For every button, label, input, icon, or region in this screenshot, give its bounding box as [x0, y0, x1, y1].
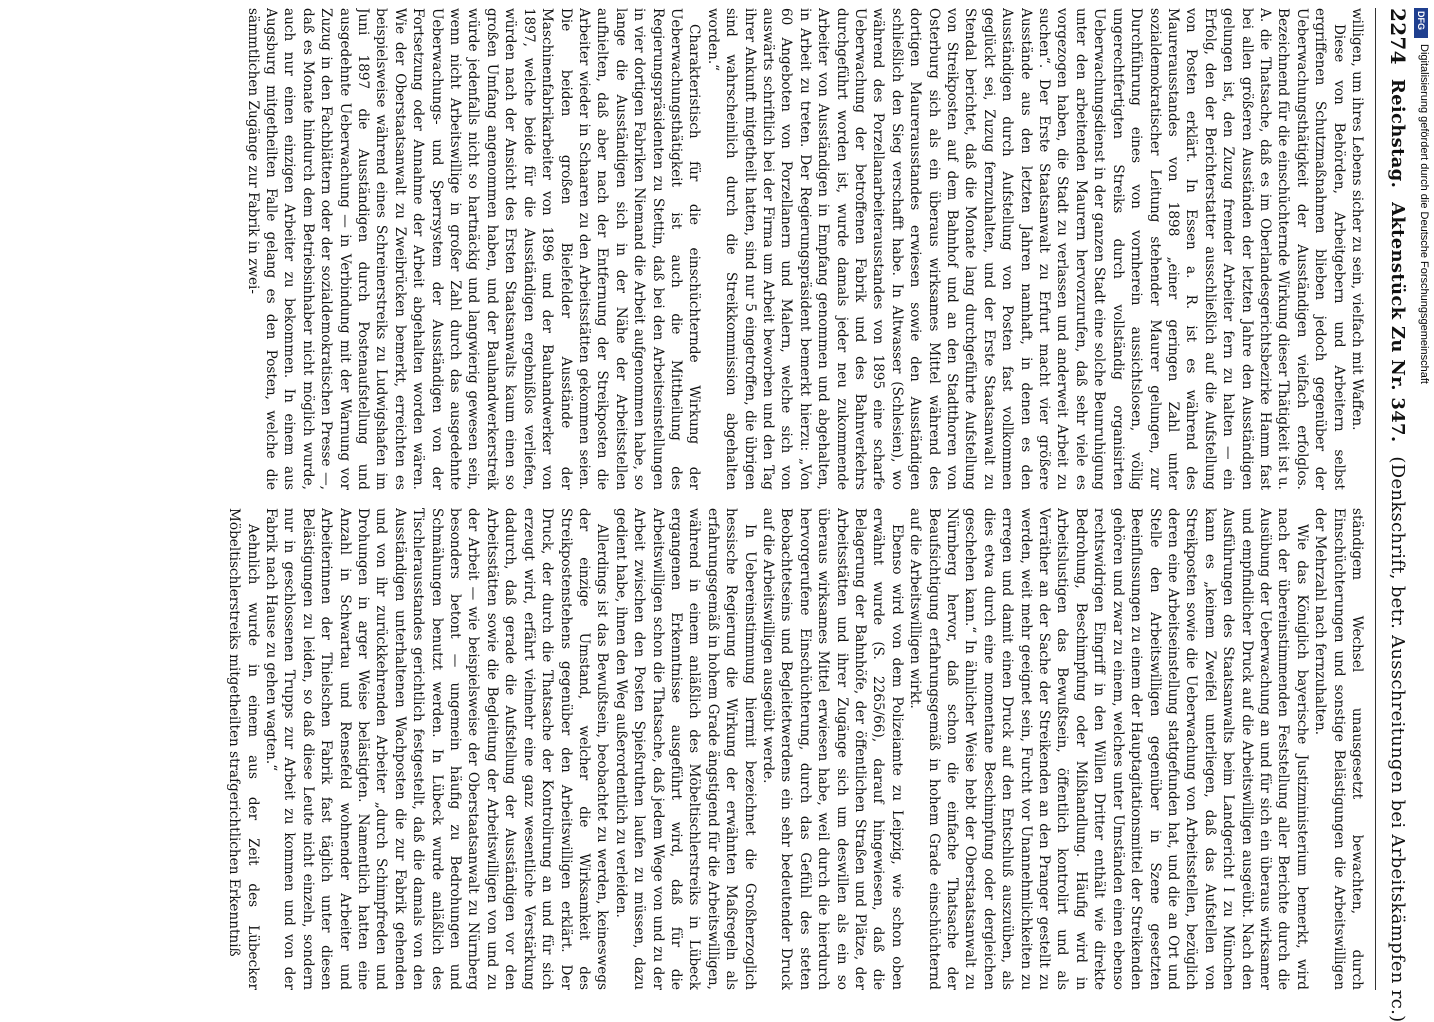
paragraph: Aehnlich wurde in einem aus der Zeit des Lübecker Möbeltischlerstreiks mitgetheilten strafgerichtlichen Erkenntniß [226, 508, 261, 990]
header-rule [1375, 8, 1376, 990]
paragraph: Diese von Behörden, Arbeitgebern und Arbeitern selbst ergriffenen Schutzmaßnahmen blieben jedoch gegenüber der Ueberwachungsthätigkeit der Ausständigen vielfach erfolglos. Bezeichnend für die einschüchternde Wirkung dieser Thätigkeit ist u. A. die Thatsache, daß es im Oberlandesgerichtsbezirke Hamm fast bei allen größeren Ausständen der letzten Jahre den Ausständigen gelungen ist, den Zuzug fremder Arbeiter fern zu halten — ein Erfolg, den der Berichterstatter ausschließlich auf die Aufstellung von Posten erklärt. In Essen a. R. ist es während des Maurerausstandes von 1898 „einer geringen Zahl unter sozialdemokratischer Leitung stehender Maurer gelungen, zur Durchführung eines von vornherein aussichtslosen, völlig ungerechtfertigten Streiks durch vollständig organisirten Ueberwachungsdienst in der ganzen Stadt eine solche Beunruhigung unter den arbeitenden Maurern hervorzurufen, daß sehr viele es vorgezogen haben, die Stadt zu verlassen und anderweit Arbeit zu suchen“. Der Erste Staatsanwalt zu Erfurt macht vier größere Ausstände aus den letzten Jahren namhaft, in denen es den Ausständigen durch Aufstellung von Posten fast vollkommen geglückt sei, Zuzug fernzuhalten, und der Erste Staatsanwalt zu Stendal berichtet, daß die Monate lang durchgeführte Aufstellung von Streikposten auf dem Bahnhof und an den Stadtthoren von Osterburg sich als ein überaus wirksames Mittel während des dortigen Maurerausstandes erwiesen sowie den Ausständigen schließlich den Sieg verschafft habe. In Altwasser (Schlesien), wo während des Porzellanarbeiterausstandes von 1895 eine scharfe Ueberwachung der betroffenen Fabrik und des Bahnverkehrs durchgeführt worden ist, wurde damals jeder neu zukommende Arbeiter von Ausständigen in Empfang genommen und abgehalten, in Arbeit zu treten. Der Regierungspräsident bemerkt hierzu: „Von 60 Angeboten von Porzellanern und Malern, welche sich von auswärts schriftlich bei der Firma um Arbeit beworben und den Tag ihrer Ankunft mitgetheilt hatten, sind nur 5 eingetroffen, die übrigen sind wahrscheinlich durch die Streikkommission abgehalten worden.“ [704, 8, 1347, 490]
paragraph: Charakteristisch für die einschüchternde Wirkung der Ueberwachungsthätigkeit ist auch die Mittheilung des Regierungspräsidenten zu Stettin, daß bei den Arbeitseinstellungen in vier dortigen Fabriken Niemand die Arbeit aufgenommen habe, so lange die Ausständigen sich in der Nähe der Arbeitsstellen aufhielten, daß aber nach der Entfernung der Streikposten die Arbeiter wieder in Schaaren zu den Arbeitsstätten gekommen seien. Die beiden großen Bielefelder Ausstände der Maschinenfabrikarbeiter von 1896 und der Bauhandwerker von 1897, welche beide für die Ausständigen ergebnißlos verliefen, würden nach der Ansicht des Ersten Staatsanwalts kaum einen so großen Umfang angenommen haben, und der Bauhandwerkerstreik würde jedenfalls nicht so hartnäckig und langwierig gewesen sein, wenn nicht Arbeitswillige in großer Zahl durch das ausgedehnte Ueberwachungs- und Sperrsystem der Ausständigen von der Fortsetzung oder Annahme der Arbeit abgehalten worden wären. Wie der Oberstaatsanwalt zu Zweibrücken bemerkt, erreichten es beispielsweise während eines Schreinerstreiks zu Ludwigshafen im Juni 1897 die Ausständigen durch Postenaufstellung und ausgedehnte Ueberwachung — in Verbindung mit der Warnung vor Zuzug in den Fachblättern oder der sozialdemokratischen Presse —, daß es Monate hindurch dem Betriebsinhaber nicht möglich wurde, auch nur einen einzigen Arbeiter zu bekommen. In einem aus Augsburg mitgetheilten Falle gelang es den Posten, welche die sämmtlichen Zugänge zur Fabrik in zwei- [244, 8, 703, 490]
running-header [1378, 8, 1418, 1022]
left-column [60, 8, 1366, 490]
scanned-page [60, 8, 1418, 1022]
right-column [60, 508, 1366, 990]
paragraph: ständigem Wechsel unausgesetzt bewachten, durch Einschüchterungen und sonstige Belästigungen die Arbeitswilligen der Mehrzahl nach fernzuhalten. [1312, 508, 1365, 990]
paragraph: In Uebereinstimmung hiermit bezeichnet die Großherzoglich hessische Regierung die Wirkung der erwähnten Maßregeln als erfahrungsgemäß in hohem Grade ängstigend für die Arbeitswilligen, während in einem anläßlich des Möbeltischlerstreiks in Lübeck ergangenen Erkenntnisse ausgeführt wird, daß für die Arbeitswilligen schon die Thatsache, daß jedem Wege von und zu der Arbeit zwischen den Posten Spießruthen laufen zu müssen, dazu gedient habe, ihnen den Weg außerordentlich zu verleiden. [612, 508, 758, 990]
page-number: 2274 [1386, 8, 1410, 65]
paragraph: Allerdings ist das Bewußtsein, beobachtet zu werden, keineswegs der einzige Umstand, welcher die Wirksamkeit des Streikpostenstehens gegenüber den Arbeitswilligen erklärt. Der Druck, der durch die Thatsache der Kontrolirung an und für sich erzeugt wird, erfährt vielmehr eine ganz wesentliche Verstärkung dadurch, daß gerade die Aufstellung der Ausständigen vor den Arbeitsstätten sowie die Begleitung der Arbeitswilligen von und zu der Arbeit — wie beispielsweise der Oberstaatsanwalt zu Nürnberg besonders betont — ungemein häufig zu Bedrohungen und Schmähungen benutzt werden. In Lübeck wurde anläßlich des Tischlerausstandes gerichtlich festgestellt, daß die damals von den Ausständigen unterhaltenen Wachposten die zur Fabrik gehenden und von ihr zurückkehrenden Arbeiter „durch Schimpfreden und Drohungen in arger Weise belästigten. Namentlich hatten eine Anzahl in Schwartau und Rensefeld wohnender Arbeiter und Arbeiterinnen der Thielschen Fabrik fast täglich unter diesen Belästigungen zu leiden, so daß diese Leute nicht einzeln, sondern nur in geschlossenen Trupps zur Arbeit zu kommen und von der Fabrik nach Hause zu gehen wagten.“ [263, 508, 611, 990]
paragraph: Ebenso wird von dem Polizeiamte zu Leipzig, wie schon oben erwähnt wurde (S. 2265/66), darauf hingewiesen, daß die Belagerung der Bahnhöfe, der öffentlichen Straßen und Plätze, der Arbeitsstätten und ihrer Zugänge sich um deswillen als ein so überaus wirksames Mittel erwiesen habe, weil durch die hierdurch hervorgerufene Einschüchterung, durch das Gefühl des steten Beobachtetseins und Begleitetwerdens ein sehr bedeutender Druck auf die Arbeitswilligen ausgeübt werde. [760, 508, 905, 990]
page-content [60, 8, 1418, 1022]
paragraph: Wie das Königlich bayerische Justizministerium bemerkt, wird nach der übereinstimmenden Feststellung aller Berichte durch die Ausübung der Ueberwachung an und für sich ein überaus wirksamer und empfindlicher Druck auf die Arbeitswilligen ausgeübt. Nach den Ausführungen des Staatsanwalts beim Landgericht I zu München kann es „keinem Zweifel unterliegen, daß das Aufstellen von Streikposten sowie die Ueberwachung von Arbeitsstellen, bezüglich deren eine Arbeitseinstellung stattgefunden hat, und die an Ort und Stelle den Arbeitswilligen gegenüber in Szene gesetzten Beeinflussungen zu einem der Hauptagitationsmittel der Streikenden gehören und zwar zu einem, welches unter Umständen einen ebenso rechtswidrigen Eingriff in den Willen Dritter enthält wie direkte Bedrohung, Beschimpfung oder Mißhandlung. Häufig wird in Arbeitslustigen das Bewußtsein, öffentlich kontrolirt und als Verräther an der Sache der Streikenden an den Pranger gestellt zu werden, weit mehr geeignet sein, Furcht vor Unannehmlichkeiten zu erregen und damit einen Druck auf den Entschluß auszuüben, als dies etwa durch eine momentane Beschimpfung oder dergleichen geschehen kann.“ In ähnlicher Weise hebt der Oberstaatsanwalt zu Nürnberg hervor, daß schon die einfache Thatsache der Beaufsichtigung erfahrungsgemäß in hohem Grade einschüchternd auf die Arbeitswilligen wirkt. [907, 508, 1310, 990]
header-title: Reichstag. [1387, 78, 1409, 189]
dfg-logo-badge [1414, 8, 1428, 38]
text-columns [60, 8, 1366, 990]
header-document: Aktenstück Zu Nr. 347. [1387, 202, 1409, 443]
dfg-badge-text: DFG [1416, 11, 1426, 30]
digitization-watermark: Digitalisierung gefördert durch die Deutsche Forschungsgemeinschaft [1418, 44, 1430, 384]
header-subtitle: (Denkschrift, betr. Ausschreitungen bei Arbeitskämpfen rc.) [1387, 456, 1409, 1022]
paragraph: willigen, um ihres Lebens sicher zu sein, vielfach mit Waffen. [1349, 8, 1365, 431]
